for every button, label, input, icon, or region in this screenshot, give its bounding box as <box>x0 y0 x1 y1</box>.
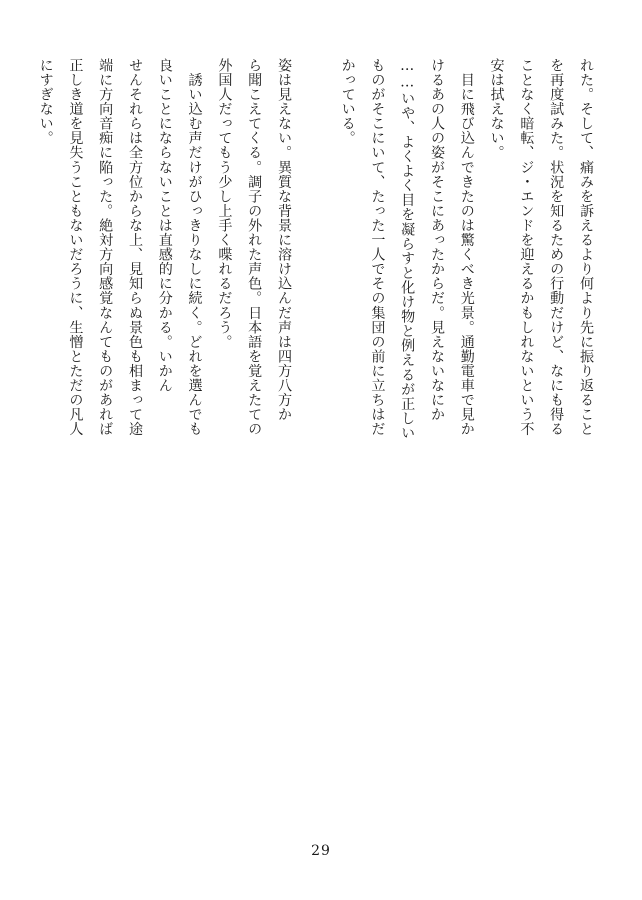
text-block-right <box>340 58 600 828</box>
text-line: 良いことにならないことは直感的に分かる。いかん <box>156 58 173 393</box>
text-line: ら聞こえてくる。調子の外れた声色。日本語を覚えたての <box>246 58 263 437</box>
text-line: れた。そして、痛みを訴えるより何より先に振り返ること <box>578 58 594 437</box>
text-line: を再度試みた。状況を知るための行動だけど、なにも得る <box>548 58 565 437</box>
text-line: 正しき道を見失うこともないだろうに、生憎とただの凡人 <box>67 58 84 437</box>
text-line: けるあの人の姿がそこにあったからだ。見えないなにか <box>429 58 446 422</box>
text-block-left <box>34 58 298 828</box>
text-line: ものがそこにいて、たった一人でその集団の前に立ちはだ <box>369 58 386 437</box>
text-line: 誘い込む声だけがひっきりなしに続く。どれを選んでも <box>186 58 203 437</box>
text-line: 姿は見えない。異質な背景に溶け込んだ声は四方八方か <box>276 58 292 422</box>
text-line: 端に方向音痴に陥った。絶対方向感覚なんてものがあれば <box>97 58 114 437</box>
text-line: せんそれらは全方位からな上、見知らぬ景色も相まって途 <box>127 58 144 437</box>
text-line: 目に飛び込んできたのは驚くべき光景。通勤電車で見か <box>458 58 475 437</box>
text-line: ことなく暗転、ジ・エンドを迎えるかもしれないという不 <box>518 58 535 437</box>
text-line: 外国人だってもう少し上手く喋れるだろう。 <box>216 58 233 349</box>
text-line: かっている。 <box>340 58 356 146</box>
page-number: 29 <box>311 843 331 859</box>
text-line: ……いや、よくよく目を凝らすと化け物と例えるが正しい <box>399 58 416 441</box>
text-line: にすぎない。 <box>37 58 54 146</box>
text-line: 安は拭えない。 <box>488 58 505 160</box>
